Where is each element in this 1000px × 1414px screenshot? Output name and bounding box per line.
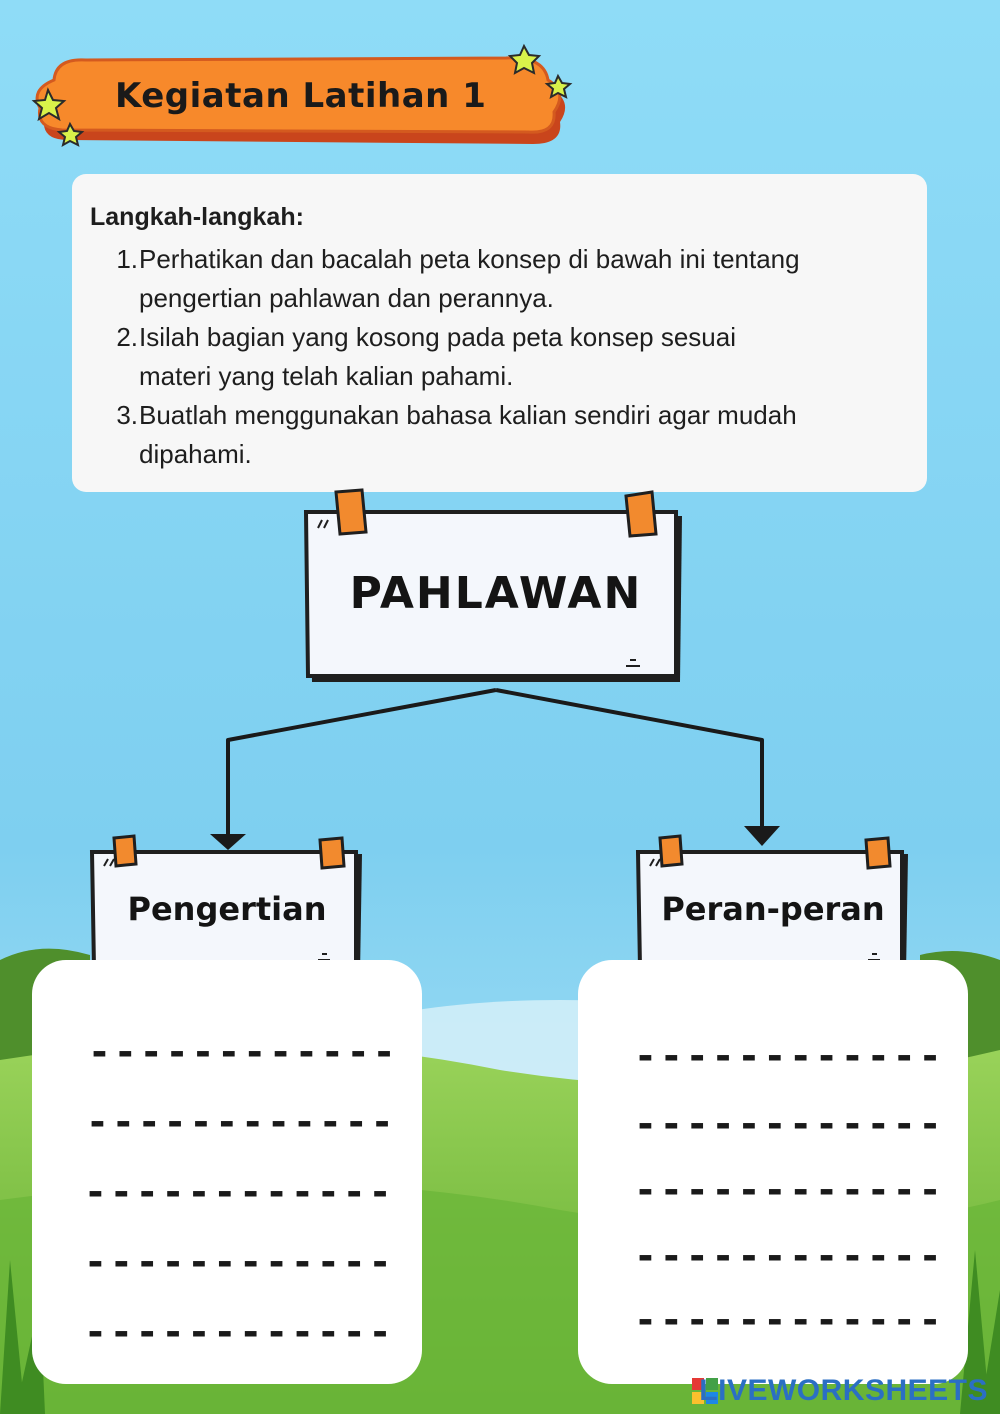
answer-line[interactable]: ------------ (84, 1170, 395, 1214)
answer-line[interactable]: ------------ (86, 1100, 397, 1144)
step-text-line: Buatlah menggunakan bahasa kalian sendiri agar mudah (139, 400, 797, 430)
root-concept-label: PAHLAWAN (349, 568, 643, 619)
right-concept-label: Peran-peran (661, 890, 885, 928)
step-number: 3. (116, 400, 138, 430)
step-number: 1. (116, 244, 138, 274)
answer-line[interactable]: ------------ (84, 1240, 395, 1284)
answer-line[interactable]: ------------ (88, 1030, 399, 1074)
answer-line[interactable]: ------------ (634, 1168, 945, 1212)
page-title: Kegiatan Latihan 1 (115, 76, 487, 116)
step-text-line: Isilah bagian yang kosong pada peta konsep sesuai (139, 322, 736, 352)
answer-line[interactable]: ------------ (634, 1298, 945, 1342)
step-text-line: pengertian pahlawan dan perannya. (139, 283, 554, 313)
answer-line[interactable]: ------------ (84, 1310, 395, 1354)
step-text-line: materi yang telah kalian pahami. (139, 361, 514, 391)
answer-line[interactable]: ------------ (634, 1102, 945, 1146)
watermark: LIVEWORKSHEETS (699, 1374, 988, 1407)
instructions-heading: Langkah-langkah: (90, 203, 304, 231)
step-text-line: Perhatikan dan bacalah peta konsep di bawah ini tentang (139, 244, 800, 274)
step-number: 2. (116, 322, 138, 352)
step-text-line: dipahami. (139, 439, 252, 469)
answer-line[interactable]: ------------ (634, 1034, 945, 1078)
left-concept-label: Pengertian (127, 890, 327, 928)
answer-line[interactable]: ------------ (634, 1234, 945, 1278)
